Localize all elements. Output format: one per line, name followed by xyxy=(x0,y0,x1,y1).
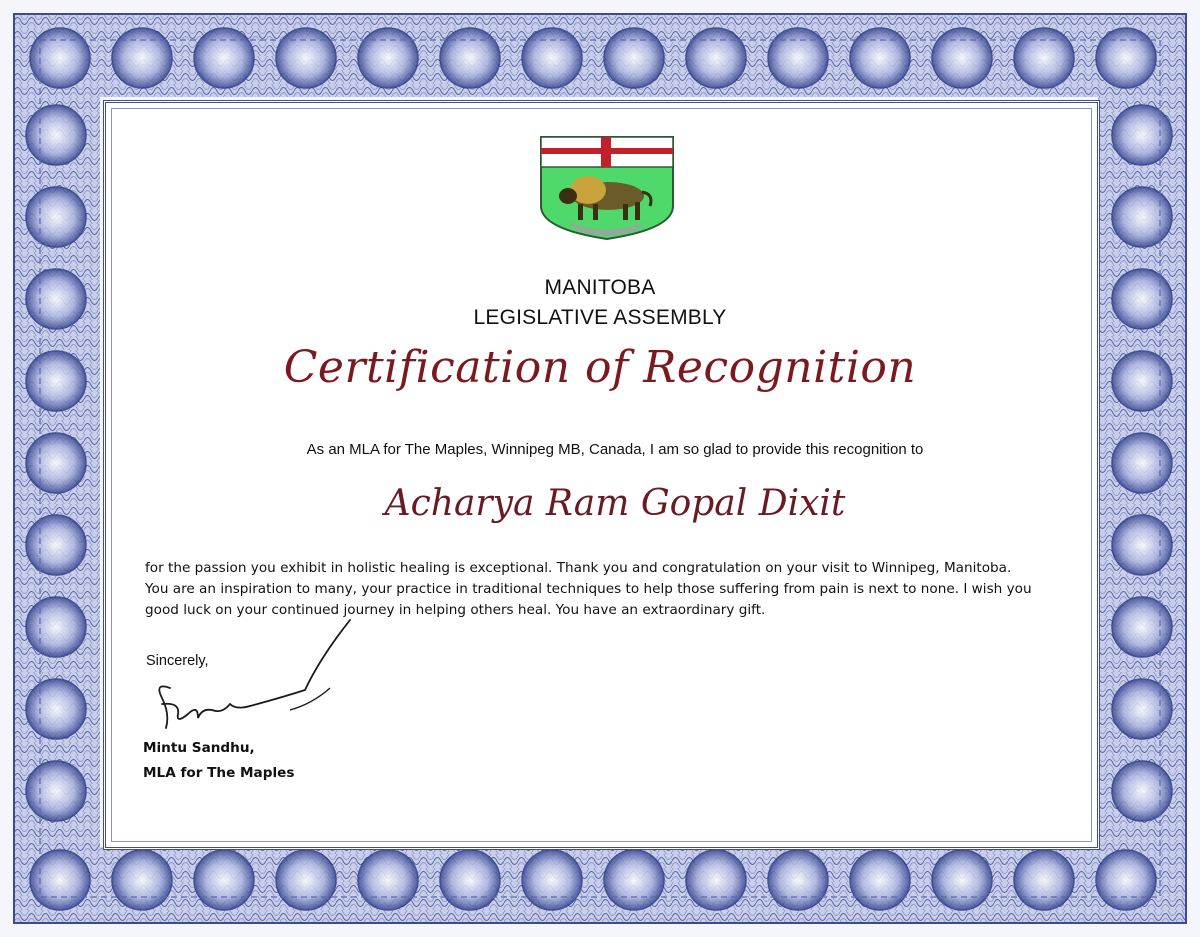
org-name-line2: LEGISLATIVE ASSEMBLY xyxy=(473,306,727,329)
manitoba-crest-icon xyxy=(538,134,676,242)
citation-text xyxy=(145,558,1065,621)
intro-text: As an MLA for The Maples, Winnipeg MB, Canada, I am so glad to provide this recognition to xyxy=(306,441,924,458)
citation-line: for the passion you exhibit in holistic healing is exceptional. Thank you and congratulation on your visit to Winnipeg, Manitoba. xyxy=(145,560,1012,576)
org-name-line1: MANITOBA xyxy=(544,276,656,299)
signature-image xyxy=(140,618,360,738)
citation-line: good luck on your continued journey in helping others heal. You have an extraordinary gift. xyxy=(145,602,766,618)
signer-title: MLA for The Maples xyxy=(143,765,295,781)
signer-name: Mintu Sandhu, xyxy=(143,740,255,756)
closing-salutation: Sincerely, xyxy=(146,653,209,669)
citation-line: You are an inspiration to many, your practice in traditional techniques to help those suffering from pain is next to none. I wish you xyxy=(145,581,1032,597)
recipient-name: Acharya Ram Gopal Dixit xyxy=(384,483,846,524)
certificate-title: Certification of Recognition xyxy=(283,342,917,393)
